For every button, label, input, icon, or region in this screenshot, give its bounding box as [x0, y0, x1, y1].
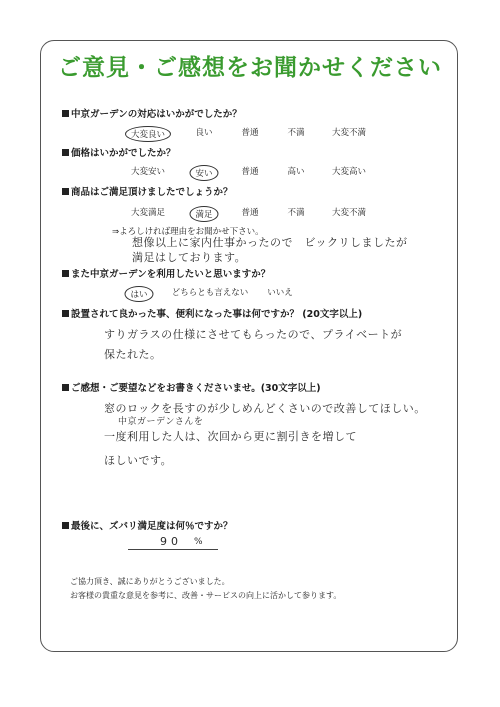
q5-answer-handwriting-line1: すりガラスの仕様にさせてもらったので、プライベートが	[104, 328, 403, 341]
q3-option-2[interactable]: 満足	[189, 206, 218, 222]
q3-reason-handwriting-line2: 満足はしております。	[132, 251, 247, 264]
q6-answer-handwriting-line3: ほしいです。	[104, 454, 173, 467]
q4-option-1[interactable]: はい	[124, 286, 153, 302]
q3-option-1[interactable]: 大変満足	[130, 208, 166, 218]
question-7: 最後に、ズバリ満足度は何％ですか？	[62, 518, 233, 532]
satisfaction-unit: %	[194, 537, 204, 547]
q6-answer-handwriting-insert: 中京ガーデンさんを	[118, 417, 204, 427]
question-5: 設置されて良かった事、便利になった事は何ですか？ (20文字以上)	[62, 306, 362, 320]
q2-option-5[interactable]: 大変高い	[331, 167, 367, 177]
q3-option-5[interactable]: 大変不満	[331, 208, 367, 218]
q3-reason-handwriting-line1: 想像以上に家内仕事かったので ビックリしましたが	[132, 236, 408, 249]
q1-option-2[interactable]: 良い	[195, 128, 213, 138]
bullet-square-icon	[62, 310, 69, 317]
q2-option-2[interactable]: 安い	[189, 165, 218, 181]
q1-option-5[interactable]: 大変不満	[331, 128, 367, 138]
q4-option-3[interactable]: いいえ	[267, 288, 293, 298]
q5-answer-handwriting-line2: 保たれた。	[104, 348, 162, 361]
q4-option-2[interactable]: どちらとも言えない	[171, 288, 249, 298]
q2-option-1[interactable]: 大変安い	[130, 167, 166, 177]
q6-answer-handwriting-line2: 一度利用した人は、次回から更に割引きを増して	[104, 430, 357, 443]
bullet-square-icon	[62, 110, 69, 117]
q1-option-3[interactable]: 普通	[241, 128, 259, 138]
q1-option-4[interactable]: 不満	[287, 128, 305, 138]
question-4: また中京ガーデンを利用したいと思いますか？	[62, 266, 270, 280]
q1-option-1[interactable]: 大変良い	[125, 126, 171, 142]
satisfaction-value: 90	[160, 535, 182, 548]
q3-reason-prompt: ⇒よろしければ理由をお聞かせ下さい。	[112, 227, 264, 237]
bullet-square-icon	[62, 149, 69, 156]
footer-note: お客様の貴重な意見を参考に、改善・サービスの向上に活かして参ります。	[70, 591, 342, 600]
footer-thanks: ご協力頂き、誠にありがとうございました。	[70, 577, 230, 586]
question-1: 中京ガーデンの対応はいかがでしたか？	[62, 106, 242, 120]
q2-option-3[interactable]: 普通	[241, 167, 259, 177]
bullet-square-icon	[62, 270, 69, 277]
bullet-square-icon	[62, 384, 69, 391]
survey-title: ご意見・ご感想をお聞かせください	[58, 55, 442, 81]
q2-option-4[interactable]: 高い	[287, 167, 305, 177]
bullet-square-icon	[62, 522, 69, 529]
q3-option-4[interactable]: 不満	[287, 208, 305, 218]
satisfaction-underline	[128, 549, 218, 550]
question-6: ご感想・ご要望などをお書きくださいませ。(30文字以上)	[62, 380, 321, 394]
q3-option-3[interactable]: 普通	[241, 208, 259, 218]
question-2: 価格はいかがでしたか？	[62, 145, 176, 159]
bullet-square-icon	[62, 188, 69, 195]
q6-answer-handwriting-line1: 窓のロックを長すのが少しめんどくさいので改善してほしい。	[104, 402, 426, 415]
question-3: 商品はご満足頂けましたでしょうか？	[62, 184, 233, 198]
